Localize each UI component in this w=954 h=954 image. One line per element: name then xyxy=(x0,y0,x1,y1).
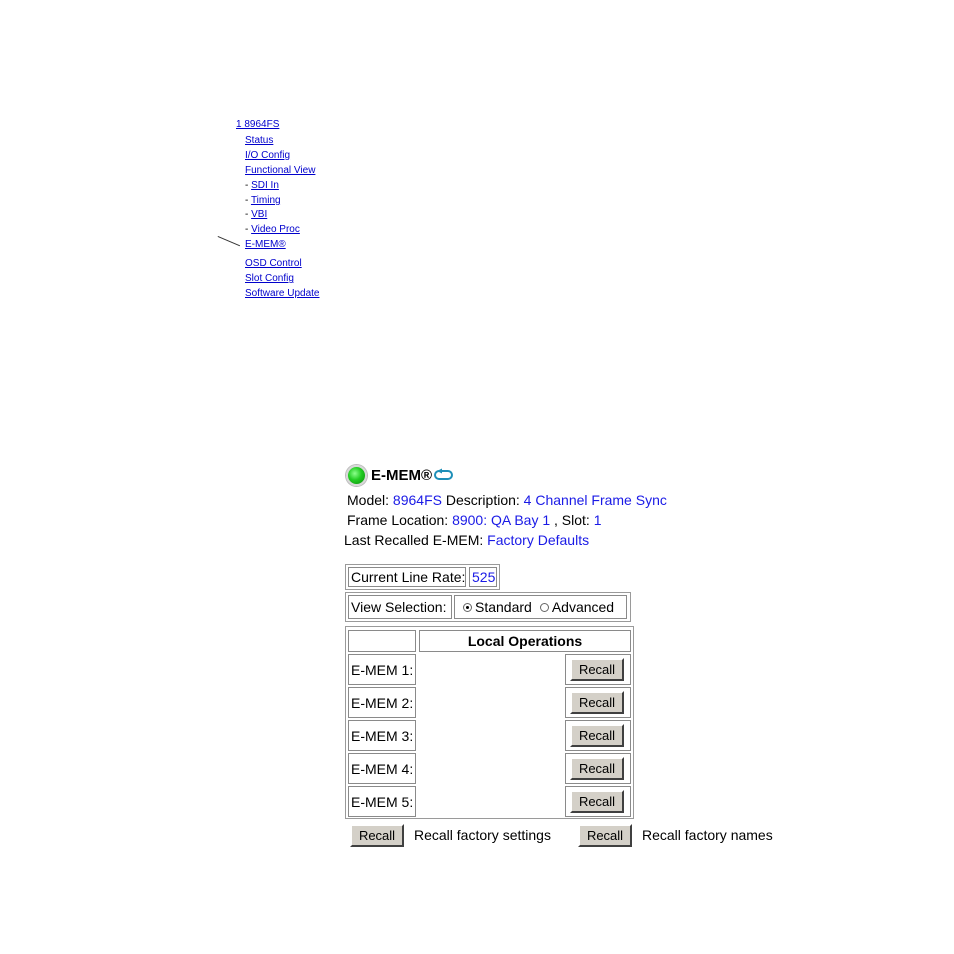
nav-dash: - xyxy=(245,224,252,235)
nav-link-sdi-in[interactable]: SDI In xyxy=(251,180,279,191)
local-operations-table xyxy=(345,626,634,819)
nav-item-io-config xyxy=(245,150,290,162)
recall-factory-names-label: Recall factory names xyxy=(642,827,773,843)
nav-item-sdi-in xyxy=(245,180,279,192)
table-corner-cell xyxy=(348,630,416,652)
line-rate-label: Current Line Rate: xyxy=(348,567,466,587)
emem-1-recall-button[interactable]: Recall xyxy=(570,658,624,681)
model-label: Model: xyxy=(347,492,390,508)
description-value: 4 Channel Frame Sync xyxy=(523,492,667,508)
nav-link-software-update[interactable]: Software Update xyxy=(245,288,320,299)
frame-location-label: Frame Location: xyxy=(347,512,449,528)
nav-link-timing[interactable]: Timing xyxy=(250,195,281,206)
nav-root-link[interactable]: 1 8964FS xyxy=(236,119,280,130)
model-line xyxy=(347,492,667,508)
nav-link-emem[interactable]: E-MEM® xyxy=(245,239,286,250)
nav-link-slot-config[interactable]: Slot Config xyxy=(245,273,294,284)
last-recalled-value: Factory Defaults xyxy=(487,532,590,548)
slot-value: 1 xyxy=(593,512,602,528)
frame-location-value: 8900: QA Bay 1 xyxy=(452,512,551,528)
line-rate-table xyxy=(345,564,500,590)
view-selection-label: View Selection: xyxy=(348,595,452,619)
line-rate-value: 525 xyxy=(469,567,497,587)
emem-1-label: E-MEM 1: xyxy=(348,654,416,685)
emem-3-label: E-MEM 3: xyxy=(348,720,416,751)
emem-4-label: E-MEM 4: xyxy=(348,753,416,784)
nav-item-slot-config xyxy=(245,273,294,285)
refresh-icon[interactable] xyxy=(434,468,454,482)
nav-dash: - xyxy=(245,180,252,191)
emem-5-label: E-MEM 5: xyxy=(348,786,416,817)
local-operations-header: Local Operations xyxy=(419,630,631,652)
nav-item-video-proc xyxy=(245,224,300,236)
emem-2-recall-button[interactable]: Recall xyxy=(570,691,624,714)
nav-link-functional-view[interactable]: Functional View xyxy=(245,165,316,176)
radio-standard[interactable] xyxy=(463,603,472,612)
emem-2-label: E-MEM 2: xyxy=(348,687,416,718)
nav-item-functional-view xyxy=(245,165,315,177)
nav-item-emem xyxy=(245,239,286,251)
status-led-icon xyxy=(346,465,367,486)
radio-advanced[interactable] xyxy=(540,603,549,612)
nav-link-video-proc[interactable]: Video Proc xyxy=(251,224,300,235)
nav-item-vbi xyxy=(245,209,267,221)
recall-factory-settings-button[interactable]: Recall xyxy=(350,824,404,847)
nav-link-status[interactable]: Status xyxy=(245,135,274,146)
nav-item-status xyxy=(245,135,273,147)
model-value: 8964FS xyxy=(392,492,442,508)
emem-4-recall-button[interactable]: Recall xyxy=(570,757,624,780)
panel-header xyxy=(346,462,454,488)
nav-item-timing xyxy=(245,195,281,207)
slot-label: , Slot: xyxy=(554,512,590,528)
nav-link-io-config[interactable]: I/O Config xyxy=(245,150,291,161)
radio-advanced-label[interactable]: Advanced xyxy=(551,599,615,615)
description-label: Description: xyxy=(445,492,520,508)
nav-link-osd-control[interactable]: OSD Control xyxy=(245,258,302,269)
page-title: E-MEM® xyxy=(371,466,433,484)
recall-factory-names-button[interactable]: Recall xyxy=(578,824,632,847)
nav-dash: - xyxy=(245,209,252,220)
nav-item-software-update xyxy=(245,288,320,300)
view-selection-table xyxy=(345,592,631,622)
nav-item-osd-control xyxy=(245,258,302,270)
nav-dash: - xyxy=(245,195,251,206)
frame-location-line xyxy=(347,512,602,528)
emem-3-recall-button[interactable]: Recall xyxy=(570,724,624,747)
nav-link-vbi[interactable]: VBI xyxy=(251,209,268,220)
last-recalled-line xyxy=(344,532,589,548)
emem-5-recall-button[interactable]: Recall xyxy=(570,790,624,813)
navigation-tree xyxy=(0,0,400,320)
callout-line xyxy=(218,236,240,246)
recall-factory-settings-label: Recall factory settings xyxy=(414,827,551,843)
view-selection-options xyxy=(454,595,627,619)
radio-standard-label[interactable]: Standard xyxy=(475,599,532,615)
last-recalled-label: Last Recalled E-MEM: xyxy=(344,532,484,548)
